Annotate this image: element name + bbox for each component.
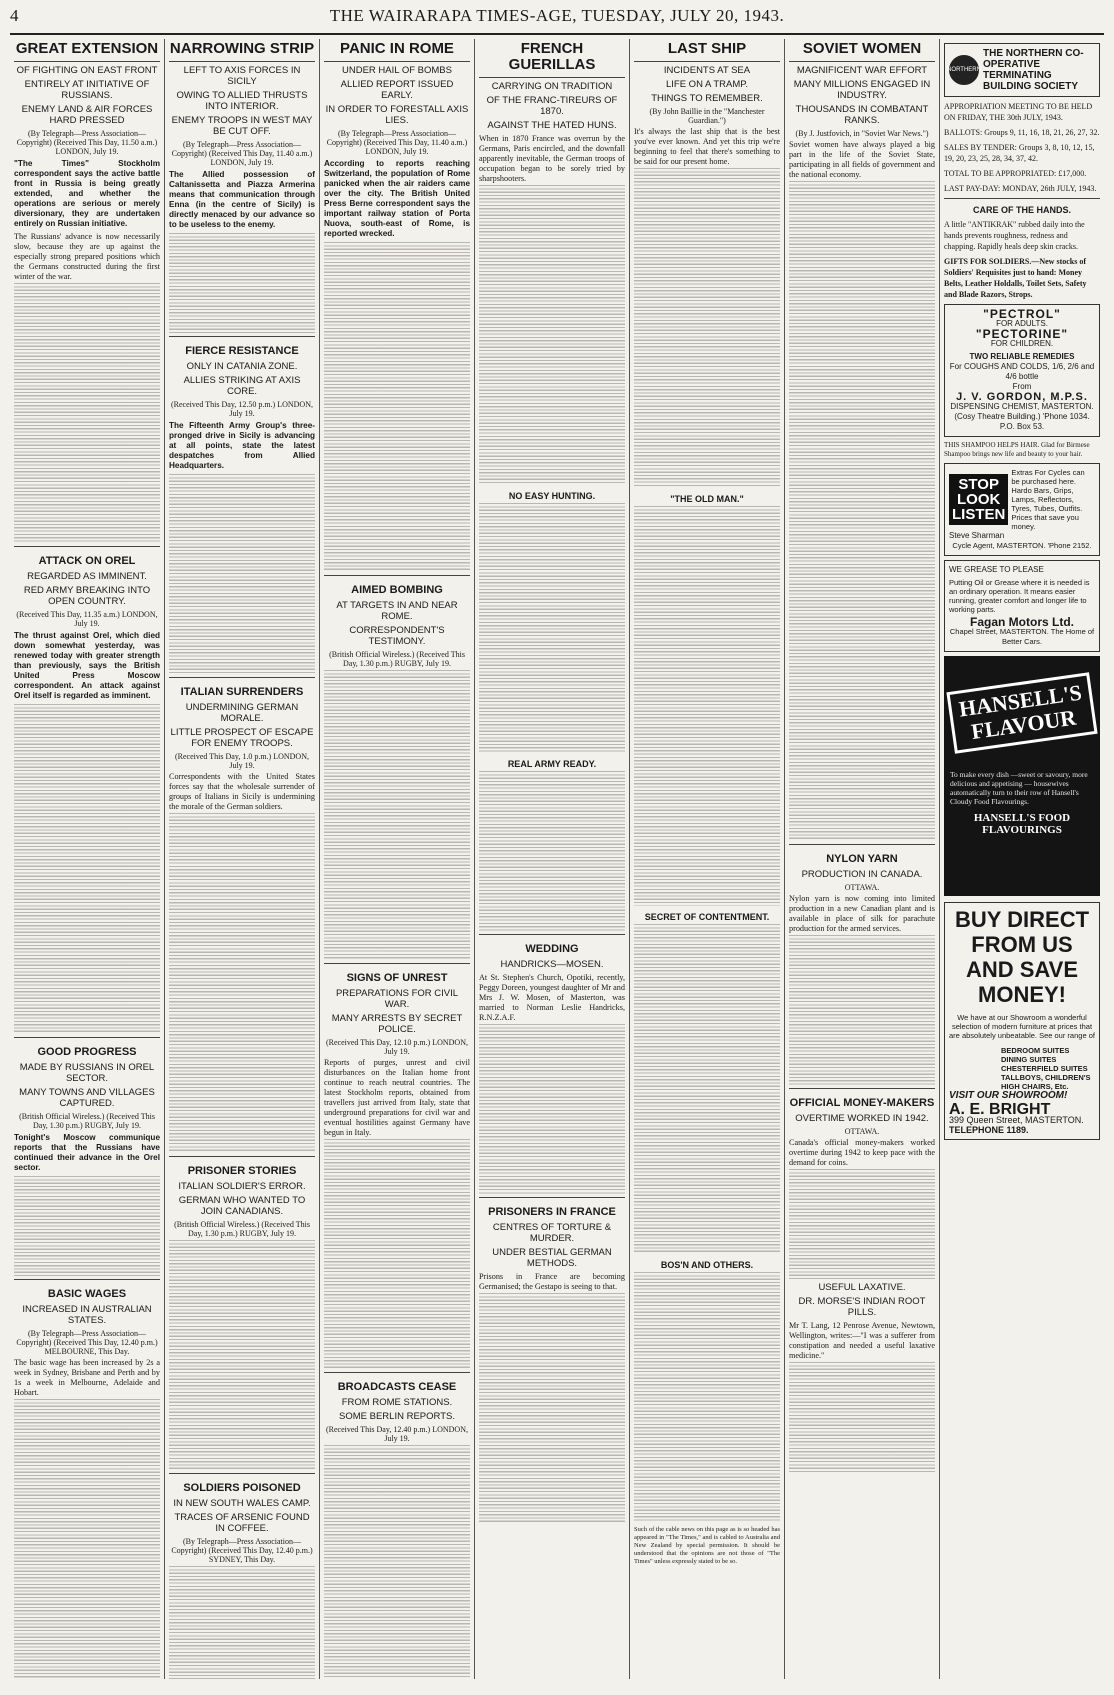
- article-lead: Tonight's Moscow communique reports that the Russians have continued their advance in the Orel sector.: [14, 1133, 160, 1172]
- article-lead: "The Times" Stockholm correspondent says the active battle front in Russia is being greatly extended, and whether the operations are serious or merely diversionary, they are undertaken entirely on Russian initiative.: [14, 159, 160, 228]
- article-deck: UNDER HAIL OF BOMBS: [342, 65, 452, 76]
- section-headline: PRISONER STORIES: [187, 1165, 297, 1177]
- section-headline: SIGNS OF UNREST: [346, 972, 448, 984]
- section-deck: MANY ARRESTS BY SECRET POLICE.: [331, 1013, 463, 1035]
- appropriation-notice: APPROPRIATION MEETING TO BE HELD ON FRIDAY, THE 30th JULY, 1943.: [944, 102, 1093, 122]
- article-deck: THINGS TO REMEMBER.: [651, 93, 763, 104]
- article-deck: OWING TO ALLIED THRUSTS INTO INTERIOR.: [176, 90, 308, 112]
- article-body: It's always the last ship that is the best you've ever known. And yet this trip we're beginning to feel that there's something to be said for our present home.: [634, 127, 780, 166]
- bright-headline: BUY DIRECT FROM US AND SAVE MONEY!: [954, 907, 1090, 1007]
- bright-address: 399 Queen Street, MASTERTON.: [949, 1115, 1084, 1125]
- section-deck: INCREASED IN AUSTRALIAN STATES.: [22, 1304, 152, 1326]
- section-headline: ATTACK ON OREL: [38, 555, 136, 567]
- article-lead: According to reports reaching Switzerland, the population of Rome panicked when the air raiders came over the city. The British United Press Berne correspondent says the important railway station of Porta Nuova, south-east of Rome, is reported wrecked.: [324, 159, 470, 238]
- grease-copy: Putting Oil or Grease where it is needed is an ordinary operation. It means easier running, greater comfort and longer life to working parts.: [949, 578, 1090, 614]
- section-headline: PRISONERS IN FRANCE: [488, 1206, 616, 1218]
- section-subhead: BOS'N AND OTHERS.: [660, 1260, 754, 1270]
- pectrol-ad: "PECTROL" FOR ADULTS. "PECTORINE" FOR CHILDREN. TWO RELIABLE REMEDIES For COUGHS AND COLDS, 1/6, 2/6 and 4/6 bottle From J. V. GORDON, M.P.S. DISPENSING CHEMIST, MASTERTON. (Cosy Theatre Building.) 'Phone 1034. P.O. Box 53.: [944, 304, 1100, 437]
- section-deck: AT TARGETS IN AND NEAR ROME.: [336, 600, 458, 622]
- article-headline: LAST SHIP: [667, 40, 747, 57]
- article-deck: CARRYING ON TRADITION: [491, 81, 613, 92]
- article-body: At St. Stephen's Church, Opotiki, recently, Peggy Doreen, youngest daughter of Mr and Mrs J. W. Mosen, of Masterton, was married to Norman Leslie Handricks, R.N.Z.A.F.: [479, 973, 625, 1022]
- article-headline: PANIC IN ROME: [340, 40, 454, 57]
- dateline: (Received This Day, 12.40 p.m.) LONDON, July 19.: [326, 1425, 468, 1443]
- column-2: [165, 39, 320, 1679]
- column-ads: [940, 39, 1104, 1679]
- section-deck: RED ARMY BREAKING INTO OPEN COUNTRY.: [23, 585, 151, 607]
- dateline: OTTAWA.: [844, 883, 880, 892]
- section-deck: GERMAN WHO WANTED TO JOIN CANADIANS.: [178, 1195, 306, 1217]
- section-headline: OFFICIAL MONEY-MAKERS: [789, 1097, 935, 1109]
- section-deck: PRODUCTION IN CANADA.: [801, 869, 923, 880]
- total-notice: TOTAL TO BE APPROPRIATED: £17,000.: [944, 169, 1087, 178]
- dateline: (By Telegraph—Press Association—Copyright) (Received This Day, 11.40 a.m.) LONDON, July 19.: [171, 140, 313, 167]
- article-body: Nylon yarn is now coming into limited production in a new Canadian plant and is available in place of silk for parachute production for the armed services.: [789, 894, 935, 933]
- hansell-footer: HANSELL'S FOOD FLAVOURINGS: [973, 812, 1071, 836]
- article-deck: MAGNIFICENT WAR EFFORT: [796, 65, 928, 76]
- article-deck: ENEMY TROOPS IN WEST MAY BE CUT OFF.: [171, 115, 313, 137]
- dateline: (By J. Justfovich, in "Soviet War News."): [795, 129, 929, 138]
- article-deck: MANY MILLIONS ENGAGED IN INDUSTRY.: [793, 79, 931, 101]
- dateline: (By Telegraph—Press Association—Copyright) (Received This Day, 11.40 a.m.) LONDON, July 19.: [326, 129, 468, 156]
- sharman-name: Steve Sharman: [949, 531, 1005, 540]
- section-subhead: "THE OLD MAN.": [670, 494, 744, 504]
- section-deck: ALLIES STRIKING AT AXIS CORE.: [183, 375, 301, 397]
- section-deck: UNDERMINING GERMAN MORALE.: [185, 702, 299, 724]
- article-body: When in 1870 France was overrun by the Germans, Paris encircled, and the downfall apparently inevitable, the German troops of occupation began to be sorely tried by sharpshooters.: [479, 134, 625, 183]
- article-body: Correspondents with the United States forces say that the wholesale surrender of groups of Italians in Sicily is undermining the morale of the German soldiers.: [169, 772, 315, 811]
- section-deck: FROM ROME STATIONS.: [341, 1397, 453, 1408]
- page-number: 4: [10, 6, 19, 25]
- dateline: (Received This Day, 1.0 p.m.) LONDON, July 19.: [175, 752, 309, 770]
- bright-name: A. E. BRIGHT: [949, 1101, 1051, 1118]
- masthead: [10, 6, 1104, 35]
- newspaper-title: THE WAIRARAPA TIMES-AGE, TUESDAY, JULY 20, 1943.: [329, 6, 785, 25]
- sales-notice: SALES BY TENDER: Groups 3, 8, 10, 12, 15, 19, 20, 23, 25, 28, 34, 37, 42.: [944, 143, 1095, 163]
- dateline: (By Telegraph—Press Association—Copyright) (Received This Day, 12.40 p.m.) SYDNEY, This Day.: [171, 1537, 313, 1564]
- gifts-ad: GIFTS FOR SOLDIERS.—New stocks of Soldiers' Requisites just to hand: Money Belts, Leather Holdalls, Toilet Sets, Safety and Blade Razors, Strops.: [944, 257, 1087, 299]
- article-headline: SOVIET WOMEN: [802, 40, 922, 57]
- section-deck: OVERTIME WORKED IN 1942.: [795, 1113, 929, 1124]
- fagan-ad: WE GREASE TO PLEASE Putting Oil or Grease where it is needed is an ordinary operation. It means easier running, greater comfort and longer life to working parts. Fagan Motors Ltd. Chapel Street, MASTERTON. The Home of Better Cars.: [944, 560, 1100, 652]
- section-headline: SOLDIERS POISONED: [183, 1482, 301, 1494]
- article-deck: IN ORDER TO FORESTALL AXIS LIES.: [325, 104, 469, 126]
- fagan-name: Fagan Motors Ltd.: [970, 615, 1074, 629]
- article-deck: LEFT TO AXIS FORCES IN SICILY: [183, 65, 301, 87]
- section-deck: IN NEW SOUTH WALES CAMP.: [173, 1498, 311, 1509]
- article-deck: OF FIGHTING ON EAST FRONT: [16, 65, 158, 76]
- hansell-brand: HANSELL'S FLAVOUR: [946, 672, 1097, 753]
- section-deck: TRACES OF ARSENIC FOUND IN COFFEE.: [174, 1512, 310, 1534]
- dateline: (British Official Wireless.) (Received This Day, 1.30 p.m.) RUGBY, July 19.: [19, 1112, 155, 1130]
- section-headline: GOOD PROGRESS: [37, 1046, 137, 1058]
- section-deck: LITTLE PROSPECT OF ESCAPE FOR ENEMY TROOPS.: [170, 727, 314, 749]
- section-deck: ONLY IN CATANIA ZONE.: [186, 361, 298, 372]
- section-deck: MANY TOWNS AND VILLAGES CAPTURED.: [19, 1087, 155, 1109]
- bright-phone: TELEPHONE 1189.: [949, 1125, 1029, 1135]
- section-headline: FIERCE RESISTANCE: [185, 345, 299, 357]
- section-deck: DR. MORSE'S INDIAN ROOT PILLS.: [798, 1296, 926, 1318]
- hansell-ad: [944, 656, 1100, 896]
- section-subhead: SECRET OF CONTENTMENT.: [644, 912, 770, 922]
- section-deck: MADE BY RUSSIANS IN OREL SECTOR.: [19, 1062, 155, 1084]
- grease-headline: WE GREASE TO PLEASE: [949, 565, 1044, 574]
- newspaper-page: [10, 6, 1104, 1681]
- section-subhead: NO EASY HUNTING.: [508, 491, 596, 501]
- article-deck: ALLIED REPORT ISSUED EARLY.: [340, 79, 454, 101]
- article-deck: OF THE FRANC-TIREURS OF 1870.: [486, 95, 618, 117]
- column-4: [475, 39, 630, 1679]
- article-lead: The Allied possession of Caltanissetta and Piazza Armerina means that communication through Enna (in the centre of Sicily) is directly menaced by our advance so to be useless to the enemy.: [169, 170, 315, 229]
- bright-items: BEDROOM SUITES DINING SUITES CHESTERFIELD SUITES TALLBOYS, CHILDREN'S HIGH CHAIRS, Etc.: [1001, 1046, 1091, 1091]
- section-headline: BROADCASTS CEASE: [337, 1381, 457, 1393]
- building-society-ad: [944, 43, 1100, 97]
- section-deck: CORRESPONDENT'S TESTIMONY.: [349, 625, 445, 647]
- section-deck: USEFUL LAXATIVE.: [818, 1282, 906, 1293]
- cycle-ad: STOP LOOK LISTEN Extras For Cycles can be purchased here. Hardo Bars, Grips, Lamps, Reflectors, Tyres, Tubes, Outfits. Prices that save you money. Steve Sharman Cycle Agent, MASTERTON. 'Phone 2152.: [944, 463, 1100, 556]
- dateline: (British Official Wireless.) (Received This Day, 1.30 p.m.) RUGBY, July 19.: [174, 1220, 310, 1238]
- stop-look-listen-sign: STOP LOOK LISTEN: [949, 474, 1008, 525]
- society-logo: NORTHERN: [949, 55, 979, 85]
- article-body: Soviet women have always played a big part in the life of the Soviet State, participating in all fields of government and the national economy.: [789, 140, 935, 179]
- dateline: (Received This Day, 12.10 p.m.) LONDON, July 19.: [326, 1038, 468, 1056]
- society-name: THE NORTHERN CO-OPERATIVE TERMINATING BUILDING SOCIETY: [983, 48, 1084, 92]
- dateline: (Received This Day, 11.35 a.m.) LONDON, July 19.: [16, 610, 158, 628]
- section-headline: BASIC WAGES: [47, 1288, 127, 1300]
- column-6: [785, 39, 940, 1679]
- article-deck: THOUSANDS IN COMBATANT RANKS.: [795, 104, 929, 126]
- bright-copy: We have at our Showroom a wonderful selection of modern furniture at prices that are absolutely unbeatable. See our range of: [949, 1013, 1095, 1040]
- article-deck: ENTIRELY AT INITIATIVE OF RUSSIANS.: [24, 79, 150, 101]
- section-deck: CENTRES OF TORTURE & MURDER.: [492, 1222, 612, 1244]
- article-body: Canada's official money-makers worked overtime during 1942 to keep pace with the demand for coins.: [789, 1138, 935, 1167]
- bright-visit: VISIT OUR SHOWROOM!: [949, 1090, 1068, 1101]
- hands-ad-title: CARE OF THE HANDS.: [972, 205, 1071, 215]
- section-deck: HANDRICKS—MOSEN.: [500, 959, 604, 970]
- section-headline: AIMED BOMBING: [351, 584, 443, 596]
- section-deck: ITALIAN SOLDIER'S ERROR.: [178, 1181, 306, 1192]
- section-deck: REGARDED AS IMMINENT.: [27, 571, 147, 582]
- article-headline: GREAT EXTENSION: [15, 40, 159, 57]
- cycle-ad-copy: Extras For Cycles can be purchased here. Hardo Bars, Grips, Lamps, Reflectors, Tyres, Tubes, Outfits. Prices that save you money.: [1011, 468, 1085, 531]
- hands-ad-copy: A little "ANTIKRAK" rubbed daily into the hands prevents roughness, redness and chapping. Rapidly heals deep skin cracks.: [944, 220, 1085, 251]
- dateline: (Received This Day, 12.50 p.m.) LONDON, July 19.: [171, 400, 313, 418]
- section-headline: WEDDING: [525, 943, 579, 955]
- article-lead: The thrust against Orel, which died down somewhat yesterday, was renewed today with greater strength than previously, says the British United Press Moscow correspondent. An attack against Orel itself is regarded as imminent.: [14, 631, 160, 700]
- article-body: Mr T. Lang, 12 Penrose Avenue, Newtown, Wellington, writes:—"I was a sufferer from constipation and needed a useful laxative medicine.": [789, 1321, 935, 1360]
- section-deck: UNDER BESTIAL GERMAN METHODS.: [492, 1247, 612, 1269]
- article-body: The Russians' advance is now necessarily slow, because they are up against the especially strong prepared positions which the Germans constructed during the first winter of the war.: [14, 232, 160, 281]
- chemist-name: J. V. GORDON, M.P.S.: [956, 391, 1088, 403]
- payday-notice: LAST PAY-DAY: MONDAY, 26th JULY, 1943.: [944, 184, 1097, 193]
- ballots-notice: BALLOTS: Groups 9, 11, 16, 18, 21, 26, 27, 32.: [944, 128, 1100, 137]
- section-subhead: REAL ARMY READY.: [507, 759, 597, 769]
- bright-furniture-ad: [944, 902, 1100, 1140]
- dateline: (By Telegraph—Press Association—Copyright) (Received This Day, 11.50 a.m.) LONDON, July 19.: [16, 129, 158, 156]
- dateline: (By John Baillie in the "Manchester Guardian."): [649, 107, 765, 125]
- section-deck: SOME BERLIN REPORTS.: [339, 1411, 455, 1422]
- article-body: Prisons in France are becoming Germanised; the Gestapo is seeing to that.: [479, 1272, 625, 1291]
- shampoo-ad: THIS SHAMPOO HELPS HAIR. Glad for Birmese Shampoo brings new life and beauty to your hair.: [944, 441, 1090, 458]
- section-deck: PREPARATIONS FOR CIVIL WAR.: [335, 988, 459, 1010]
- hansell-copy: To make every dish —sweet or savoury, more delicious and appetising — housewives automatically turn to their row of Hansell's Cloudy Food Flavourings.: [950, 770, 1088, 806]
- article-body: The basic wage has been increased by 2s a week in Sydney, Brisbane and Perth and by 1s a week in Melbourne, Adelaide and Hobart.: [14, 1358, 160, 1397]
- pectrol-name: "PECTROL": [983, 307, 1061, 321]
- section-headline: NYLON YARN: [826, 853, 898, 865]
- article-headline: FRENCH GUERILLAS: [508, 40, 596, 73]
- column-3: [320, 39, 475, 1679]
- article-lead: The Fifteenth Army Group's three-pronged drive in Sicily is advancing at all points, state the latest despatches from Allied Headquarters.: [169, 421, 315, 470]
- dateline: (By Telegraph—Press Association—Copyright) (Received This Day, 12.40 p.m.) MELBOURNE, This Day.: [16, 1329, 158, 1356]
- article-headline: NARROWING STRIP: [169, 40, 315, 57]
- dateline: OTTAWA.: [844, 1127, 880, 1136]
- article-body: Reports of purges, unrest and civil disturbances on the Italian home front continue to reach neutral countries. The latest Stockholm reports, obtained from travellers just arrived from Italy, state that underground preparations for civil war and eventual hostilities against Germany have begun in Italy.: [324, 1058, 470, 1137]
- column-1: [10, 39, 165, 1679]
- article-deck: INCIDENTS AT SEA: [663, 65, 751, 76]
- article-deck: AGAINST THE HATED HUNS.: [487, 120, 617, 131]
- cable-footnote: Such of the cable news on this page as is so headed has appeared in "The Times," and is cabled to Australia and New Zealand by special permission. It should be understood that the opinions are not those of "The Times" unless expressly stated to be so.: [634, 1526, 780, 1565]
- column-5: [630, 39, 785, 1679]
- article-deck: LIFE ON A TRAMP.: [665, 79, 748, 90]
- pectorine-name: "PECTORINE": [975, 327, 1069, 341]
- article-deck: ENEMY LAND & AIR FORCES HARD PRESSED: [21, 104, 153, 126]
- section-headline: ITALIAN SURRENDERS: [180, 686, 304, 698]
- dateline: (British Official Wireless.) (Received This Day, 1.30 p.m.) RUGBY, July 19.: [329, 650, 465, 668]
